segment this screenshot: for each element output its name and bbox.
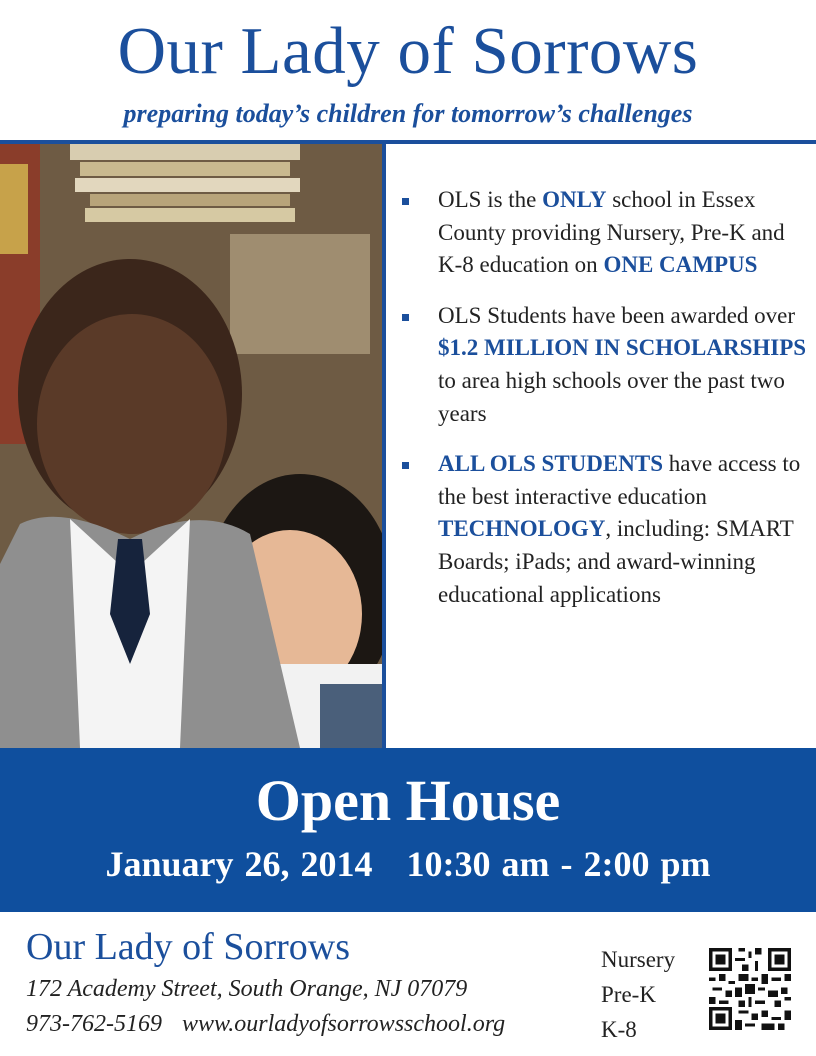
students-photo xyxy=(0,144,382,748)
footer-phone: 973-762-5169 xyxy=(26,1011,162,1037)
bullet-text: , including: SMART Boards; iPads; and award-winning educational applications xyxy=(438,516,794,607)
open-house-title: Open House xyxy=(255,768,561,833)
footer-contact xyxy=(26,1011,505,1038)
feature-item-one-campus xyxy=(400,184,810,282)
bullet-square-icon xyxy=(402,462,409,469)
bullet-text: OLS is the xyxy=(438,187,543,212)
event-time: 10:30 am - 2:00 pm xyxy=(406,844,711,884)
bullet-text: OLS Students have been awarded over xyxy=(438,302,796,328)
bullet-text: school in Essex County providing Nursery, Pre-K and K-8 education on xyxy=(438,187,785,278)
bullet-square-icon xyxy=(402,314,409,321)
footer-school-name: Our Lady of Sorrows xyxy=(26,926,351,968)
open-house-datetime xyxy=(0,846,816,882)
grade-level-item: Pre-K xyxy=(601,982,656,1007)
tagline: preparing today’s children for tomorrow’s challenges xyxy=(123,99,693,128)
bullet-highlight: ONLY xyxy=(542,187,607,212)
bullet-square-icon xyxy=(402,198,409,205)
photo-divider xyxy=(382,144,386,748)
bullet-highlight: $1.2 MILLION IN SCHOLARSHIPS xyxy=(438,335,807,361)
bullet-highlight: ONE CAMPUS xyxy=(603,252,758,278)
event-date: January 26, 2014 xyxy=(105,844,373,884)
bullet-text: have access to the best interactive education xyxy=(438,451,801,509)
footer-website-link[interactable]: www.ourladyofsorrowsschool.org xyxy=(181,1011,506,1037)
footer-address: 172 Academy Street, South Orange, NJ 07079 xyxy=(26,976,468,1002)
grade-level-item: Nursery xyxy=(601,947,676,972)
qr-code-icon[interactable] xyxy=(709,948,791,1030)
bullet-highlight: TECHNOLOGY xyxy=(438,516,606,542)
feature-item-technology xyxy=(400,448,810,611)
grade-level-item: K-8 xyxy=(601,1017,637,1042)
page-title: Our Lady of Sorrows xyxy=(117,14,699,88)
feature-item-scholarships xyxy=(400,300,810,430)
grade-levels xyxy=(601,942,675,1047)
bullet-text: to area high schools over the past two years xyxy=(438,367,785,426)
bullet-highlight: ALL OLS STUDENTS xyxy=(438,451,663,477)
feature-list xyxy=(400,184,810,629)
